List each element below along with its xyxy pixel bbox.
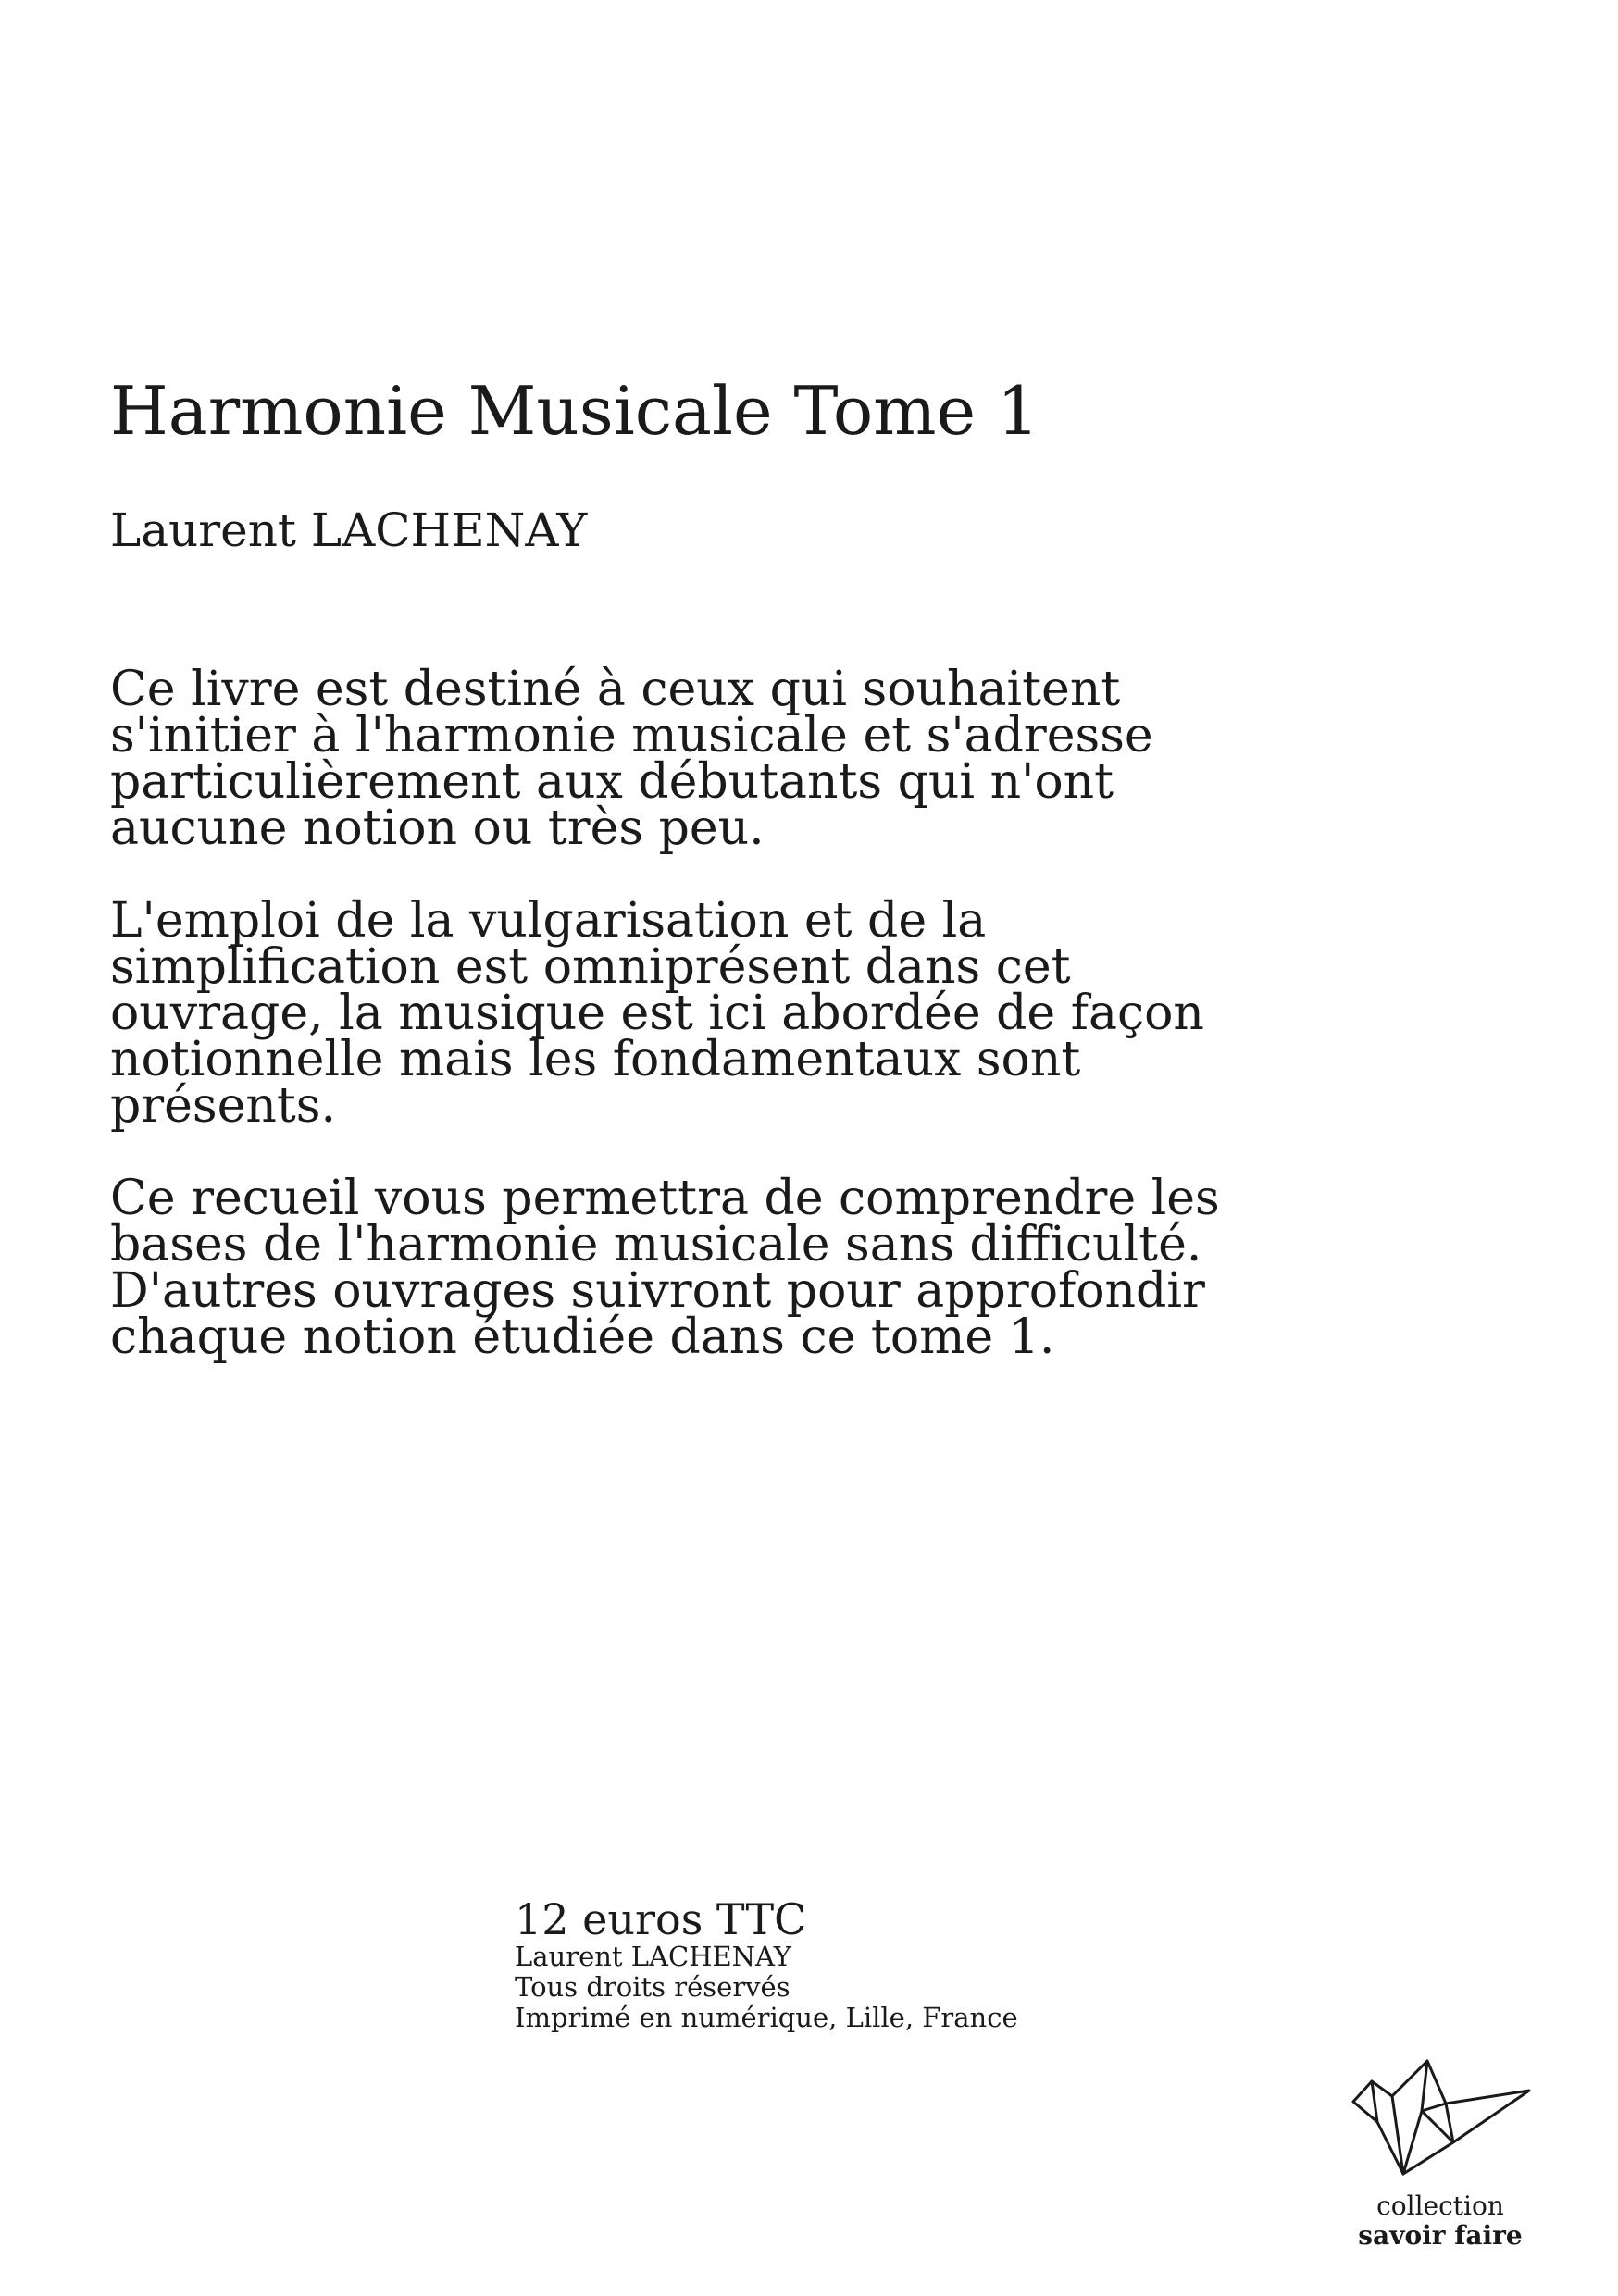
rights-notice: Tous droits réservés	[515, 1971, 790, 2003]
printing-info: Imprimé en numérique, Lille, France	[515, 2002, 1018, 2033]
collection-line: collection	[1376, 2191, 1504, 2221]
text-line: chaque notion étudiée dans ce tome 1.	[110, 1309, 1055, 1365]
text-line: présents.	[110, 1078, 336, 1134]
text-line: simplification est omniprésent dans cet	[110, 939, 1071, 995]
description-paragraph-3	[110, 1171, 1239, 1365]
origami-crane-icon	[1350, 2059, 1531, 2178]
text-line: bases de l'harmonie musicale sans difficulté.	[110, 1217, 1202, 1272]
collection-name: savoir faire	[1358, 2220, 1523, 2251]
description-paragraph-1	[110, 662, 1239, 856]
back-cover-description	[110, 662, 1239, 1407]
description-paragraph-2	[110, 893, 1239, 1134]
text-line: ouvrage, la musique est ici abordée de façon	[110, 986, 1204, 1041]
book-author: Laurent LACHENAY	[110, 503, 588, 557]
text-line: aucune notion ou très peu.	[110, 800, 765, 856]
text-line: Ce livre est destiné à ceux qui souhaitent	[110, 662, 1121, 717]
imprint-block	[515, 1894, 1018, 2033]
text-line: notionnelle mais les fondamentaux sont	[110, 1032, 1081, 1087]
price: 12 euros TTC	[515, 1894, 807, 1944]
text-line: D'autres ouvrages suivront pour approfondir	[110, 1263, 1205, 1319]
text-line: particulièrement aux débutants qui n'ont	[110, 754, 1114, 810]
text-line: L'emploi de la vulgarisation et de la	[110, 893, 987, 949]
imprint-author: Laurent LACHENAY	[515, 1941, 791, 1972]
collection-label	[1296, 2191, 1585, 2251]
text-line: Ce recueil vous permettra de comprendre les	[110, 1171, 1220, 1226]
book-title: Harmonie Musicale Tome 1	[110, 372, 1039, 450]
text-line: s'initier à l'harmonie musicale et s'adresse	[110, 708, 1153, 763]
